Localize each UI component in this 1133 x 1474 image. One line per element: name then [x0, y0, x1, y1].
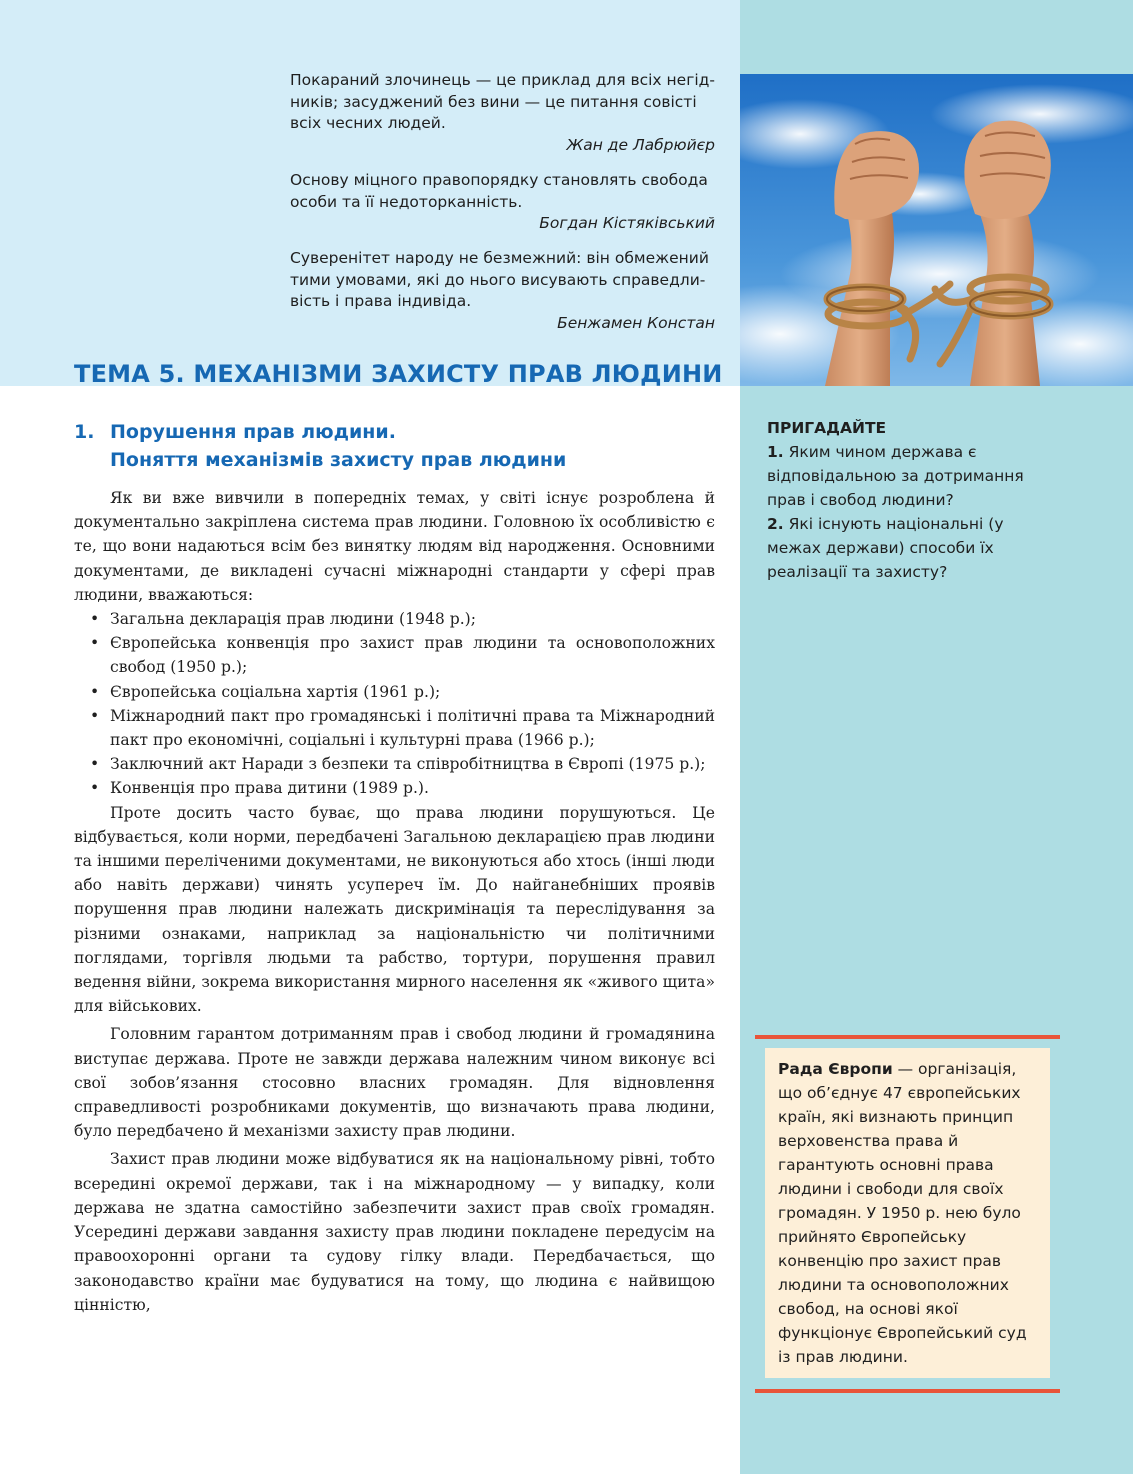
quote-line: Суверенітет народу не безмежний: він обмежений — [290, 249, 709, 267]
definition-bottom-rule — [755, 1389, 1060, 1393]
definition-body: — організація, що об’єднує 47 європейських країн, які визнають принцип верховенства права й гарантують основні права людини і свободи для своїх громадян. У 1950 р. нею було прийнято Європейську конвенцію про захист прав людини та основоположних свобод, на основі якої функціонує Європейський суд із прав людини. — [778, 1060, 1027, 1366]
list-item: • Європейська соціальна хартія (1961 р.); — [74, 680, 715, 704]
question-text: Яким чином держава є відповідальною за дотримання прав і свобод людини? — [767, 443, 1024, 509]
question-number: 2. — [767, 515, 784, 533]
list-item: • Європейська конвенція про захист прав людини та основоположних свобод (1950 р.); — [74, 631, 715, 679]
quote-author: Бенжамен Констан — [557, 313, 715, 332]
paragraph: Захист прав людини може відбуватися як на національному рівні, тобто всередині окремої держави, так і на міжнародному — у випадку, коли держава не здатна самостійно забезпечити захист прав своїх громадян. Усередині держави завдання захисту прав людини покладене передусім на правоохоронні органи та судову гілку влади. Передбачається, що законодавство країни має будуватися на тому, що людина є найвищою цінністю, — [74, 1150, 715, 1314]
quote-line: тими умовами, які до нього висувають справедли- — [290, 270, 706, 289]
question-number: 1. — [767, 443, 784, 461]
quote-kistiakivskyi — [290, 170, 715, 235]
quote-author: Богдан Кістяківський — [539, 214, 715, 232]
theme-title: ТЕМА 5. МЕХАНІЗМИ ЗАХИСТУ ПРАВ ЛЮДИНИ — [74, 360, 723, 388]
quote-line: Покараний злочинець — це приклад для всіх негід- — [290, 71, 715, 89]
quote-line: особи та її недоторканність. — [290, 192, 523, 211]
fists-breaking-rope-photo — [740, 74, 1133, 386]
definition-top-rule — [755, 1035, 1060, 1039]
quote-constant — [290, 248, 715, 334]
definition-text — [778, 1057, 1040, 1369]
paragraph: Проте досить часто буває, що права людини порушуються. Це відбувається, коли норми, передбачені Загальною декларацією прав людини та іншими переліченими документами, не виконуються або хтось (інші люди або навіть держави) чинять усупереч їм. До найганебніших проявів порушення прав людини належать дискримінація та переслідування за різними ознаками, наприклад за національністю чи політичними поглядами, торгівля людьми та рабство, тортури, порушення правил ведення війни, зокрема використання мирного населення як «живого щита» для військових. — [74, 803, 715, 1016]
section-number: 1. — [74, 421, 95, 443]
documents-list — [74, 607, 715, 801]
main-body-text — [74, 486, 715, 1317]
list-item: • Конвенція про права дитини (1989 р.). — [74, 776, 715, 800]
paragraph: Як ви вже вивчили в попередніх темах, у світі існує розроблена й документально закріплена система прав людини. Головною їх особливістю є те, що вони надаються всім без винятку людям від народження. Основними документами, де викладені сучасні міжнародні стандарти у сфері прав людини, вважаються: — [74, 489, 715, 604]
remember-box — [767, 416, 1057, 584]
quote-line: вість і права індивіда. — [290, 292, 472, 310]
question-text: Які існують національні (у межах держави) способи їх реалізації та захисту? — [767, 515, 1004, 581]
section-title-line: Поняття механізмів захисту прав людини — [110, 449, 567, 471]
paragraph: Головним гарантом дотриманням прав і свобод людини й громадянина виступає держава. Проте не завжди держава належним чином виконує всі свої зобов’язання стосовно власних громадян. Для відновлення справедливості розробниками документів, що визначають права людини, було передбачено й механізми захисту прав людини. — [74, 1025, 715, 1141]
quote-line: всіх чесних людей. — [290, 114, 446, 132]
quote-line: ників; засуджений без вини — це питання совісті — [290, 92, 697, 111]
quote-author: Жан де Лабрюйєр — [566, 135, 715, 154]
list-item: • Заключний акт Наради з безпеки та співробітництва в Європі (1975 р.); — [74, 752, 715, 776]
quote-labruyere — [290, 70, 715, 156]
list-item: • Загальна декларація прав людини (1948 р.); — [74, 607, 715, 631]
section-title — [74, 418, 714, 474]
remember-question — [767, 440, 1057, 512]
list-item: • Міжнародний пакт про громадянські і політичні права та Міжнародний пакт про економічні, соціальні і культурні права (1966 р.); — [74, 704, 715, 752]
quote-line: Основу міцного правопорядку становлять свобода — [290, 171, 708, 189]
remember-heading: ПРИГАДАЙТЕ — [767, 419, 887, 437]
section-title-line: Порушення прав людини. — [110, 421, 396, 443]
remember-question — [767, 512, 1057, 584]
definition-term: Рада Європи — [778, 1060, 893, 1078]
